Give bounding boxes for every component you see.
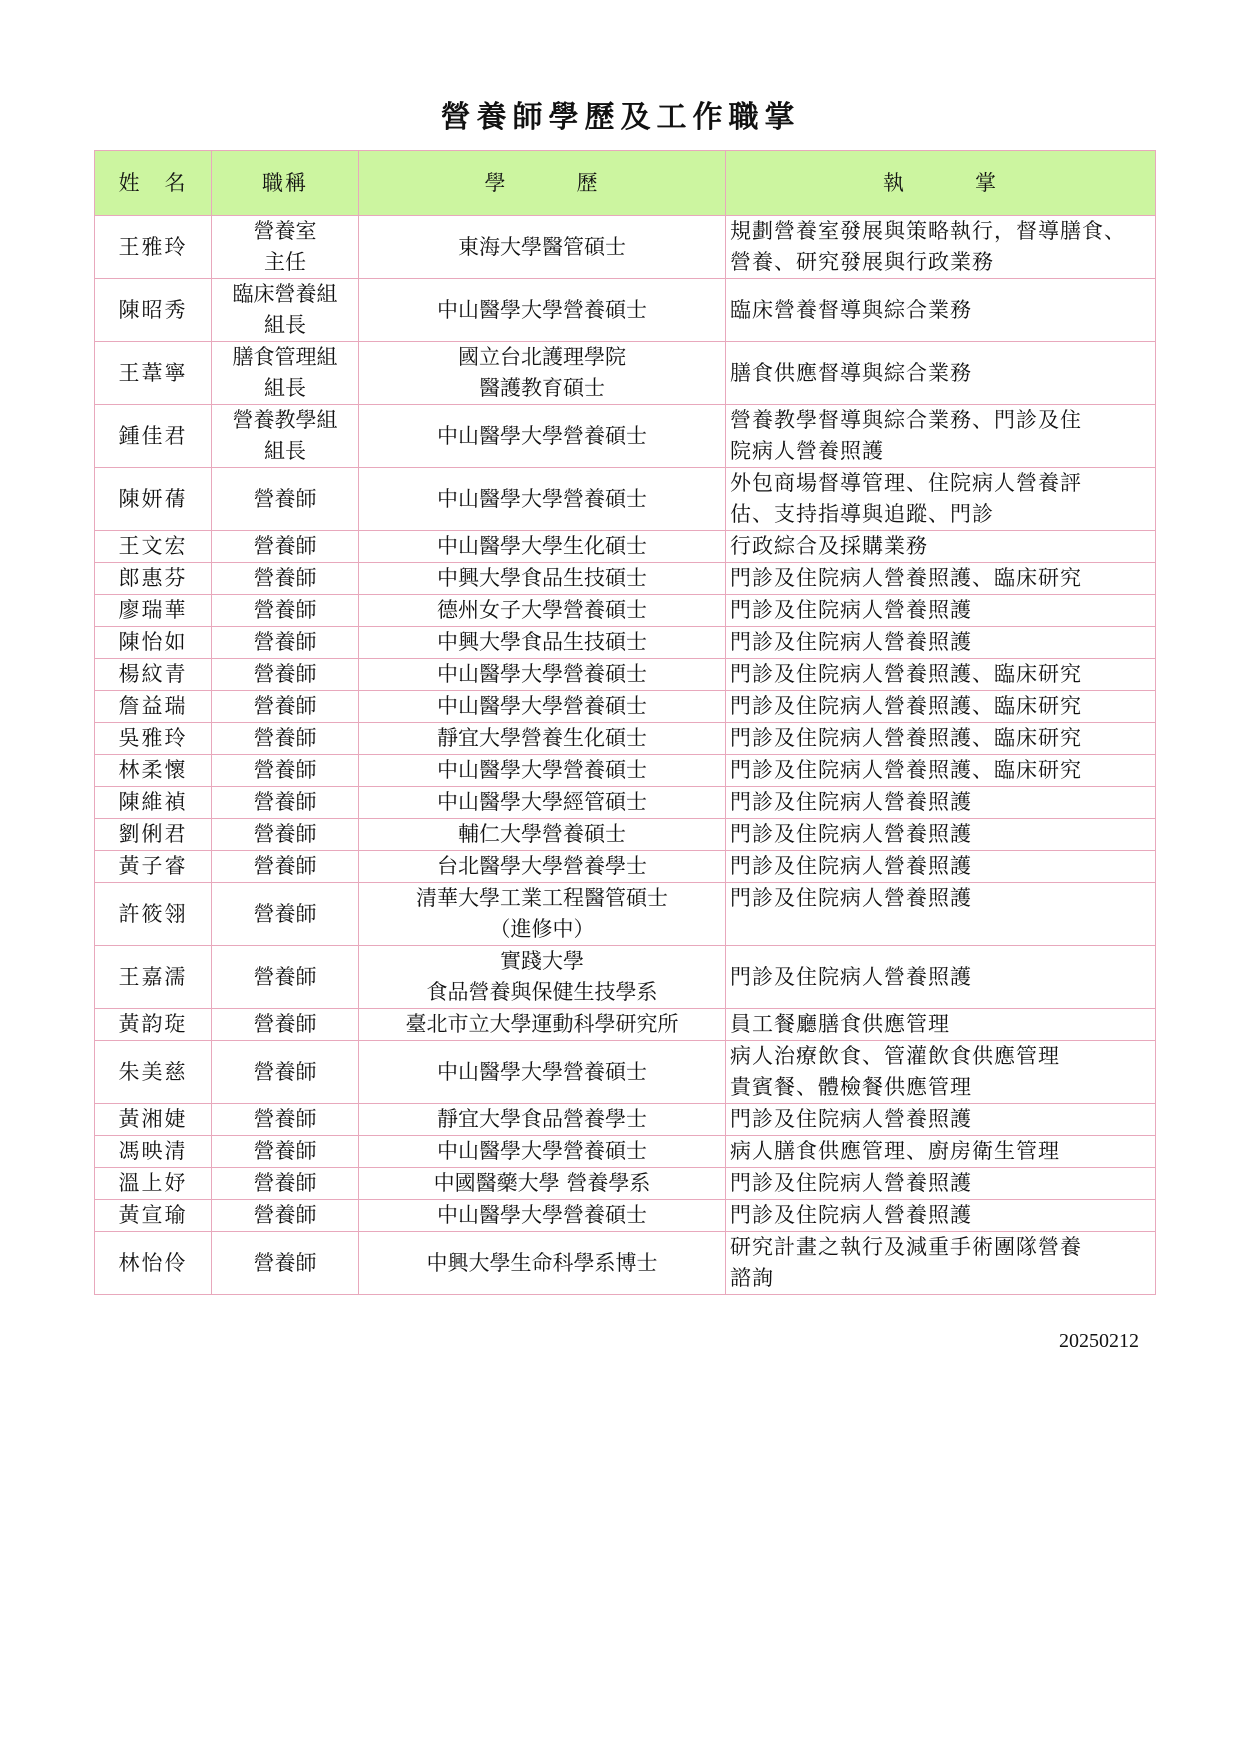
cell-duties-line: 門診及住院病人營養照護 <box>730 1203 972 1227</box>
cell-duties <box>726 595 1156 627</box>
cell-duties <box>726 883 1156 946</box>
table-row <box>95 819 1156 851</box>
cell-education-line: 東海大學醫管碩士 <box>458 234 626 259</box>
cell-education-line: 中山醫學大學營養碩士 <box>437 423 647 448</box>
cell-education <box>359 883 726 946</box>
cell-education-line: 中山醫學大學經管碩士 <box>437 790 647 814</box>
cell-education <box>359 755 726 787</box>
cell-position-line: 營養師 <box>253 1107 317 1131</box>
cell-position <box>212 819 359 851</box>
cell-duties <box>726 279 1156 342</box>
cell-education-line: （進修中） <box>489 917 595 941</box>
cell-position <box>212 1136 359 1168</box>
cell-name: 郎惠芬 <box>95 563 212 595</box>
cell-duties-line: 門診及住院病人營養照護、臨床研究 <box>730 566 1082 590</box>
cell-duties <box>726 627 1156 659</box>
dietitian-table <box>94 150 1156 1295</box>
cell-position-line: 膳食管理組 <box>232 345 338 369</box>
cell-duties-line: 營養、研究發展與行政業務 <box>730 250 994 274</box>
cell-duties-line: 門診及住院病人營養照護 <box>730 854 972 878</box>
cell-duties-line: 研究計畫之執行及減重手術團隊營養 <box>730 1235 1082 1259</box>
cell-duties-line: 門診及住院病人營養照護 <box>730 790 972 814</box>
cell-duties <box>726 216 1156 279</box>
table-row <box>95 1232 1156 1295</box>
cell-education-line: 食品營養與保健生技學系 <box>426 980 658 1004</box>
cell-duties-line: 門診及住院病人營養照護 <box>730 1107 972 1131</box>
cell-position-line: 營養室 <box>253 219 317 243</box>
cell-position <box>212 468 359 531</box>
cell-education-line: 中興大學食品生技碩士 <box>437 630 647 654</box>
cell-duties-line: 規劃營養室發展與策略執行，督導膳食、 <box>730 219 1126 243</box>
cell-duties <box>726 946 1156 1009</box>
cell-position-line: 臨床營養組 <box>232 282 338 306</box>
table-row <box>95 946 1156 1009</box>
cell-position-line: 營養師 <box>253 854 317 878</box>
table-row <box>95 595 1156 627</box>
cell-education <box>359 1104 726 1136</box>
cell-name: 王葦寧 <box>95 342 212 405</box>
table-row <box>95 851 1156 883</box>
cell-duties <box>726 787 1156 819</box>
cell-duties-line: 門診及住院病人營養照護、臨床研究 <box>730 758 1082 782</box>
cell-duties <box>726 531 1156 563</box>
cell-name: 鍾佳君 <box>95 405 212 468</box>
table-row <box>95 1136 1156 1168</box>
cell-position-line: 營養師 <box>253 486 317 511</box>
cell-education-line: 中山醫學大學營養碩士 <box>437 297 647 322</box>
cell-position-line: 營養師 <box>253 790 317 814</box>
cell-education-line: 中山醫學大學營養碩士 <box>437 694 647 718</box>
cell-name: 黃宣瑜 <box>95 1200 212 1232</box>
cell-position-line: 組長 <box>264 376 306 400</box>
cell-duties-line: 門診及住院病人營養照護 <box>730 886 972 910</box>
cell-position-line: 營養師 <box>253 566 317 590</box>
table-row <box>95 755 1156 787</box>
cell-position-line: 營養師 <box>253 822 317 846</box>
cell-education <box>359 1041 726 1104</box>
cell-duties <box>726 1168 1156 1200</box>
cell-education <box>359 819 726 851</box>
cell-duties <box>726 1041 1156 1104</box>
cell-education <box>359 468 726 531</box>
cell-position <box>212 563 359 595</box>
table-row <box>95 883 1156 946</box>
cell-education-line: 中山醫學大學營養碩士 <box>437 486 647 511</box>
cell-position <box>212 946 359 1009</box>
cell-education <box>359 851 726 883</box>
cell-position-line: 營養師 <box>253 901 317 926</box>
cell-education-line: 靜宜大學食品營養學士 <box>437 1107 647 1131</box>
cell-name: 陳妍蒨 <box>95 468 212 531</box>
cell-education-line: 台北醫學大學營養學士 <box>437 854 647 878</box>
cell-education <box>359 531 726 563</box>
cell-duties <box>726 1232 1156 1295</box>
table-row <box>95 659 1156 691</box>
cell-duties <box>726 563 1156 595</box>
cell-education-line: 中山醫學大學營養碩士 <box>437 662 647 686</box>
cell-education-line: 臺北市立大學運動科學研究所 <box>405 1012 679 1036</box>
cell-education-line: 中山醫學大學營養碩士 <box>437 758 647 782</box>
cell-education-line: 輔仁大學營養碩士 <box>458 822 626 846</box>
table-row <box>95 787 1156 819</box>
cell-position-line: 主任 <box>264 250 306 274</box>
cell-position-line: 營養師 <box>253 1250 317 1275</box>
table-row <box>95 1104 1156 1136</box>
cell-duties <box>726 755 1156 787</box>
cell-name: 林柔懷 <box>95 755 212 787</box>
cell-education <box>359 691 726 723</box>
cell-position-line: 營養師 <box>253 964 317 989</box>
cell-name: 陳昭秀 <box>95 279 212 342</box>
cell-name: 吳雅玲 <box>95 723 212 755</box>
cell-education <box>359 787 726 819</box>
cell-duties <box>726 723 1156 755</box>
cell-duties <box>726 1009 1156 1041</box>
cell-name: 黃子睿 <box>95 851 212 883</box>
cell-education <box>359 627 726 659</box>
cell-duties <box>726 405 1156 468</box>
cell-position <box>212 1168 359 1200</box>
cell-duties-line: 外包商場督導管理、住院病人營養評 <box>730 471 1082 495</box>
cell-position-line: 營養師 <box>253 694 317 718</box>
cell-position <box>212 755 359 787</box>
cell-name: 廖瑞華 <box>95 595 212 627</box>
cell-position <box>212 595 359 627</box>
table-row <box>95 279 1156 342</box>
cell-education <box>359 563 726 595</box>
cell-name: 陳維禎 <box>95 787 212 819</box>
cell-position-line: 營養師 <box>253 1012 317 1036</box>
cell-education <box>359 1168 726 1200</box>
header-education: 學 歷 <box>359 151 726 216</box>
cell-duties <box>726 659 1156 691</box>
cell-name: 黃韵琁 <box>95 1009 212 1041</box>
cell-education-line: 靜宜大學營養生化碩士 <box>437 726 647 750</box>
cell-duties-line: 門診及住院病人營養照護 <box>730 822 972 846</box>
table-row <box>95 1041 1156 1104</box>
document-date: 20250212 <box>1059 1330 1139 1352</box>
cell-position-line: 營養師 <box>253 726 317 750</box>
cell-position <box>212 1041 359 1104</box>
cell-position-line: 營養師 <box>253 1059 317 1084</box>
table-row <box>95 216 1156 279</box>
header-position: 職稱 <box>212 151 359 216</box>
cell-position <box>212 787 359 819</box>
table-row <box>95 1009 1156 1041</box>
cell-duties-line: 貴賓餐、體檢餐供應管理 <box>730 1075 972 1099</box>
cell-duties-line: 門診及住院病人營養照護 <box>730 598 972 622</box>
cell-education <box>359 946 726 1009</box>
cell-name: 劉俐君 <box>95 819 212 851</box>
cell-education-line: 中山醫學大學營養碩士 <box>437 1139 647 1163</box>
cell-name: 王雅玲 <box>95 216 212 279</box>
cell-duties-line: 病人治療飲食、管灌飲食供應管理 <box>730 1044 1060 1068</box>
table-row <box>95 468 1156 531</box>
table-row <box>95 691 1156 723</box>
cell-position-line: 營養師 <box>253 662 317 686</box>
cell-duties-line: 營養教學督導與綜合業務、門診及住 <box>730 408 1082 432</box>
cell-name: 林怡伶 <box>95 1232 212 1295</box>
cell-duties-line: 臨床營養督導與綜合業務 <box>730 297 972 322</box>
cell-position-line: 營養師 <box>253 1139 317 1163</box>
table-row <box>95 563 1156 595</box>
cell-education-line: 中興大學食品生技碩士 <box>437 566 647 590</box>
table-header-row <box>95 151 1156 216</box>
cell-name: 馮映清 <box>95 1136 212 1168</box>
table-row <box>95 531 1156 563</box>
cell-duties <box>726 691 1156 723</box>
cell-position-line: 營養教學組 <box>232 408 338 432</box>
table-row <box>95 627 1156 659</box>
cell-duties <box>726 851 1156 883</box>
table-row <box>95 1168 1156 1200</box>
cell-education <box>359 405 726 468</box>
cell-education <box>359 1200 726 1232</box>
cell-duties-line: 門診及住院病人營養照護、臨床研究 <box>730 694 1082 718</box>
cell-position <box>212 216 359 279</box>
cell-duties-line: 估、支持指導與追蹤、門診 <box>730 502 994 526</box>
cell-position <box>212 659 359 691</box>
cell-duties-line: 門診及住院病人營養照護、臨床研究 <box>730 662 1082 686</box>
cell-education-line: 中山醫學大學生化碩士 <box>437 534 647 558</box>
cell-duties-line: 院病人營養照護 <box>730 439 884 463</box>
cell-position <box>212 279 359 342</box>
page-title: 營養師學歷及工作職掌 <box>440 100 801 135</box>
cell-education-line: 清華大學工業工程醫管碩士 <box>416 886 668 910</box>
cell-name: 王文宏 <box>95 531 212 563</box>
cell-education-line: 中國醫藥大學 營養學系 <box>433 1171 651 1195</box>
table-row <box>95 1200 1156 1232</box>
cell-position <box>212 531 359 563</box>
table-row <box>95 723 1156 755</box>
cell-position-line: 營養師 <box>253 534 317 558</box>
cell-duties <box>726 1136 1156 1168</box>
cell-name: 黃湘婕 <box>95 1104 212 1136</box>
cell-position-line: 組長 <box>264 439 306 463</box>
cell-name: 朱美慈 <box>95 1041 212 1104</box>
cell-duties-line: 門診及住院病人營養照護 <box>730 1171 972 1195</box>
cell-duties-line: 病人膳食供應管理、廚房衛生管理 <box>730 1139 1060 1163</box>
cell-duties-line: 門診及住院病人營養照護、臨床研究 <box>730 726 1082 750</box>
cell-duties <box>726 819 1156 851</box>
cell-education <box>359 1009 726 1041</box>
cell-education <box>359 279 726 342</box>
cell-position <box>212 1232 359 1295</box>
cell-position-line: 營養師 <box>253 1171 317 1195</box>
header-name: 姓 名 <box>95 151 212 216</box>
cell-position <box>212 342 359 405</box>
cell-education-line: 中山醫學大學營養碩士 <box>437 1203 647 1227</box>
cell-education-line: 國立台北護理學院 <box>458 345 626 369</box>
cell-education <box>359 1232 726 1295</box>
cell-name: 詹益瑞 <box>95 691 212 723</box>
cell-education <box>359 342 726 405</box>
cell-education-line: 中山醫學大學營養碩士 <box>437 1059 647 1084</box>
cell-duties-line: 員工餐廳膳食供應管理 <box>730 1012 950 1036</box>
cell-position-line: 組長 <box>264 313 306 337</box>
cell-position <box>212 1104 359 1136</box>
cell-education-line: 中興大學生命科學系博士 <box>426 1250 658 1275</box>
cell-position <box>212 723 359 755</box>
cell-position-line: 營養師 <box>253 1203 317 1227</box>
cell-name: 王嘉濡 <box>95 946 212 1009</box>
cell-name: 陳怡如 <box>95 627 212 659</box>
table-body <box>95 216 1156 1295</box>
cell-education <box>359 1136 726 1168</box>
cell-duties-line: 膳食供應督導與綜合業務 <box>730 360 972 385</box>
cell-position <box>212 883 359 946</box>
cell-duties-line: 諮詢 <box>730 1266 774 1290</box>
cell-position <box>212 851 359 883</box>
table-row <box>95 405 1156 468</box>
cell-duties <box>726 468 1156 531</box>
cell-education <box>359 659 726 691</box>
cell-education <box>359 723 726 755</box>
cell-position <box>212 405 359 468</box>
cell-education-line: 醫護教育碩士 <box>479 376 605 400</box>
cell-education-line: 實踐大學 <box>500 949 584 973</box>
header-duties: 執 掌 <box>726 151 1156 216</box>
cell-position <box>212 1200 359 1232</box>
cell-education <box>359 595 726 627</box>
cell-education-line: 德州女子大學營養碩士 <box>437 598 647 622</box>
cell-position-line: 營養師 <box>253 630 317 654</box>
cell-name: 許筱翎 <box>95 883 212 946</box>
cell-duties <box>726 342 1156 405</box>
table-row <box>95 342 1156 405</box>
cell-position <box>212 691 359 723</box>
cell-duties <box>726 1200 1156 1232</box>
cell-name: 溫上妤 <box>95 1168 212 1200</box>
cell-position-line: 營養師 <box>253 598 317 622</box>
cell-position <box>212 1009 359 1041</box>
cell-duties-line: 門診及住院病人營養照護 <box>730 630 972 654</box>
cell-position-line: 營養師 <box>253 758 317 782</box>
cell-position <box>212 627 359 659</box>
cell-education <box>359 216 726 279</box>
cell-duties <box>726 1104 1156 1136</box>
cell-duties-line: 門診及住院病人營養照護 <box>730 964 972 989</box>
cell-duties-line: 行政綜合及採購業務 <box>730 534 928 558</box>
cell-name: 楊紋青 <box>95 659 212 691</box>
